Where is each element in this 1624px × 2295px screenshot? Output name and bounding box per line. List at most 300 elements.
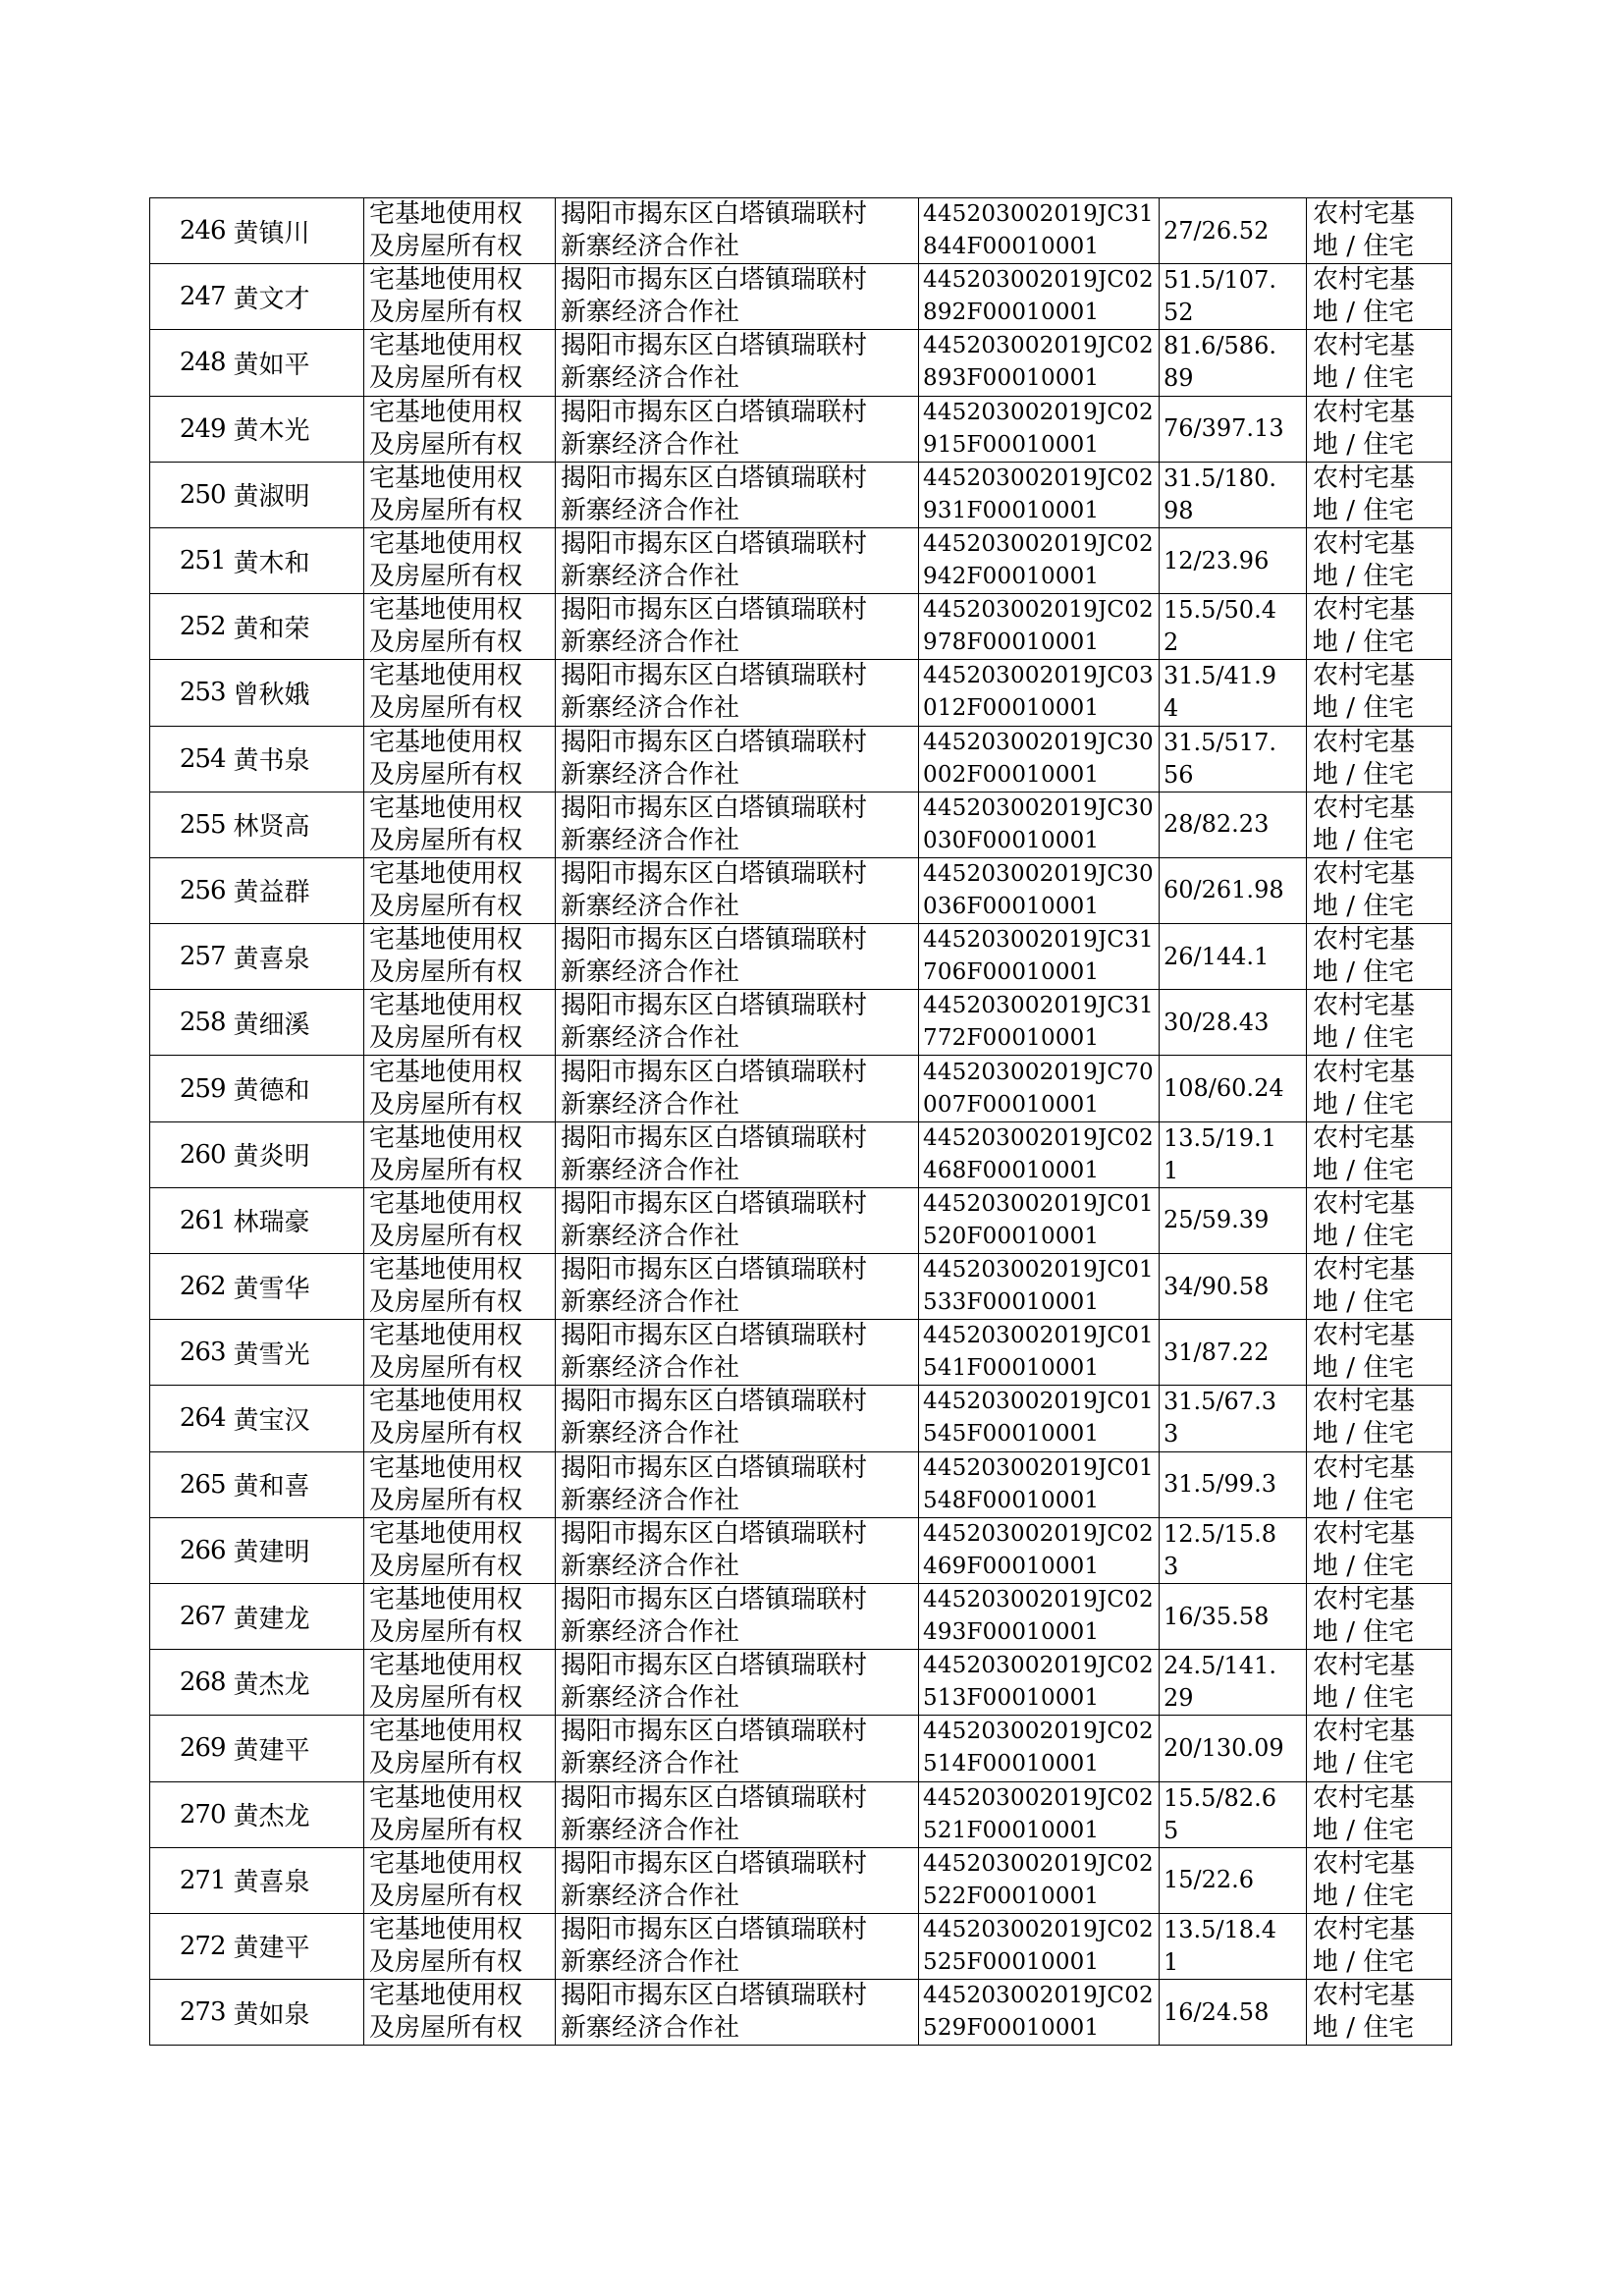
right-type-cell [364, 462, 556, 527]
land-owner-cell [556, 1254, 919, 1320]
land-use-line: 地 / 住宅 [1313, 1551, 1415, 1581]
row-number-cell [150, 726, 228, 792]
area-value-line: 12/23.96 [1164, 546, 1270, 574]
land-owner-line: 新寨经济合作社 [561, 957, 740, 988]
row-number-cell [150, 1716, 228, 1781]
land-owner-cell [556, 264, 919, 330]
land-use-cell [1307, 1913, 1452, 1979]
land-use-line: 农村宅基 [1313, 1255, 1416, 1285]
row-number: 258 [179, 1008, 226, 1038]
land-owner-line: 揭阳市揭东区白塔镇瑞联村 [561, 925, 868, 956]
right-type-line: 及房屋所有权 [369, 232, 523, 262]
land-use-line: 地 / 住宅 [1313, 232, 1415, 262]
certificate-number-cell [919, 1716, 1160, 1781]
row-number: 248 [179, 348, 226, 378]
land-use-line: 农村宅基 [1313, 991, 1416, 1021]
holder-name-cell [228, 1781, 364, 1847]
right-type-line: 宅基地使用权 [369, 1914, 523, 1944]
area-value-cell [1160, 660, 1307, 726]
certificate-number-line: 445203002019JC02 [923, 1124, 1154, 1151]
certificate-number-cell [919, 1517, 1160, 1583]
land-use-line: 农村宅基 [1313, 199, 1416, 230]
row-number-cell [150, 264, 228, 330]
right-type-cell [364, 527, 556, 593]
right-type-line: 宅基地使用权 [369, 991, 523, 1021]
right-type-line: 宅基地使用权 [369, 1387, 523, 1417]
holder-name: 黄如平 [233, 350, 310, 380]
certificate-number-cell [919, 924, 1160, 990]
certificate-number-line: 513F00010001 [923, 1685, 1100, 1712]
right-type-line: 宅基地使用权 [369, 1518, 523, 1549]
land-use-line: 地 / 住宅 [1313, 693, 1415, 724]
row-number-cell [150, 1451, 228, 1517]
land-owner-line: 揭阳市揭东区白塔镇瑞联村 [561, 331, 868, 361]
holder-name: 黄杰龙 [233, 1802, 310, 1832]
land-use-line: 地 / 住宅 [1313, 891, 1415, 921]
certificate-number-line: 522F00010001 [923, 1883, 1100, 1909]
land-owner-cell [556, 1913, 919, 1979]
land-owner-cell [556, 594, 919, 660]
right-type-line: 及房屋所有权 [369, 298, 523, 328]
row-number: 261 [179, 1205, 226, 1235]
land-use-line: 地 / 住宅 [1313, 495, 1415, 525]
holder-name-cell [228, 990, 364, 1056]
land-use-line: 地 / 住宅 [1313, 1023, 1415, 1054]
table-row [150, 1254, 1452, 1320]
land-owner-cell [556, 1386, 919, 1451]
area-value-cell [1160, 330, 1307, 396]
certificate-number-cell [919, 462, 1160, 527]
right-type-line: 及房屋所有权 [369, 1617, 523, 1648]
row-number: 259 [179, 1073, 226, 1104]
holder-name-cell [228, 198, 364, 264]
area-value-line: 24.5/141. [1164, 1652, 1276, 1680]
certificate-number-line: 445203002019JC02 [923, 464, 1154, 491]
row-number: 265 [179, 1469, 226, 1500]
land-use-line: 农村宅基 [1313, 1321, 1416, 1351]
area-value-cell [1160, 726, 1307, 792]
land-use-line: 农村宅基 [1313, 1981, 1416, 2011]
land-use-cell [1307, 1451, 1452, 1517]
land-use-line: 农村宅基 [1313, 1122, 1416, 1153]
land-use-line: 农村宅基 [1313, 463, 1416, 493]
land-use-cell [1307, 527, 1452, 593]
certificate-number-line: 012F00010001 [923, 695, 1100, 722]
right-type-line: 宅基地使用权 [369, 397, 523, 427]
right-type-cell [364, 924, 556, 990]
right-type-line: 及房屋所有权 [369, 957, 523, 988]
land-owner-line: 新寨经济合作社 [561, 232, 740, 262]
area-value-cell [1160, 1517, 1307, 1583]
land-use-line: 地 / 住宅 [1313, 1946, 1415, 1977]
area-value-line: 13.5/18.4 [1164, 1915, 1276, 1943]
holder-name-cell [228, 792, 364, 857]
certificate-number-cell [919, 1781, 1160, 1847]
certificate-number-line: 521F00010001 [923, 1817, 1100, 1843]
row-number: 247 [179, 282, 226, 312]
right-type-cell [364, 264, 556, 330]
row-number-cell [150, 1056, 228, 1121]
right-type-line: 及房屋所有权 [369, 429, 523, 460]
land-owner-cell [556, 462, 919, 527]
certificate-number-line: 931F00010001 [923, 497, 1100, 523]
row-number: 257 [179, 942, 226, 972]
land-owner-cell [556, 1187, 919, 1253]
certificate-number-line: 529F00010001 [923, 2015, 1100, 2042]
area-value-line: 16/35.58 [1164, 1602, 1270, 1630]
table-row [150, 1056, 1452, 1121]
area-value-line: 56 [1164, 760, 1194, 789]
area-value-line: 60/261.98 [1164, 876, 1284, 904]
table-row [150, 1320, 1452, 1386]
row-number-cell [150, 792, 228, 857]
right-type-line: 宅基地使用权 [369, 529, 523, 560]
land-owner-cell [556, 990, 919, 1056]
certificate-number-line: 525F00010001 [923, 1948, 1100, 1975]
land-owner-line: 新寨经济合作社 [561, 1946, 740, 1977]
land-owner-line: 新寨经济合作社 [561, 495, 740, 525]
land-owner-line: 揭阳市揭东区白塔镇瑞联村 [561, 1188, 868, 1219]
area-value-line: 13.5/19.1 [1164, 1123, 1276, 1152]
land-use-line: 农村宅基 [1313, 1848, 1416, 1879]
holder-name-cell [228, 1056, 364, 1121]
land-use-cell [1307, 990, 1452, 1056]
holder-name-cell [228, 1451, 364, 1517]
land-owner-cell [556, 1056, 919, 1121]
right-type-line: 及房屋所有权 [369, 628, 523, 658]
area-value-cell [1160, 1716, 1307, 1781]
holder-name-cell [228, 1517, 364, 1583]
certificate-number-line: 978F00010001 [923, 629, 1100, 656]
area-value-cell [1160, 396, 1307, 462]
right-type-line: 及房屋所有权 [369, 1089, 523, 1120]
area-value-cell [1160, 1320, 1307, 1386]
area-value-cell [1160, 462, 1307, 527]
table-row [150, 264, 1452, 330]
land-use-line: 农村宅基 [1313, 1452, 1416, 1483]
certificate-number-cell [919, 330, 1160, 396]
land-use-cell [1307, 594, 1452, 660]
land-owner-line: 新寨经济合作社 [561, 562, 740, 592]
certificate-number-line: 445203002019JC01 [923, 1257, 1154, 1284]
right-type-line: 及房屋所有权 [369, 1881, 523, 1911]
table-row [150, 660, 1452, 726]
right-type-line: 宅基地使用权 [369, 1585, 523, 1615]
land-use-cell [1307, 792, 1452, 857]
row-number-cell [150, 594, 228, 660]
area-value-line: 28/82.23 [1164, 810, 1270, 839]
certificate-number-line: 002F00010001 [923, 761, 1100, 788]
land-use-line: 农村宅基 [1313, 925, 1416, 956]
table-row [150, 330, 1452, 396]
area-value-line: 15.5/82.6 [1164, 1783, 1276, 1812]
right-type-line: 及房屋所有权 [369, 1485, 523, 1515]
certificate-number-line: 445203002019JC01 [923, 1454, 1154, 1481]
land-use-cell [1307, 1121, 1452, 1187]
certificate-number-line: 036F00010001 [923, 893, 1100, 919]
land-owner-cell [556, 1320, 919, 1386]
land-use-line: 农村宅基 [1313, 1188, 1416, 1219]
row-number: 250 [179, 479, 226, 510]
land-use-line: 地 / 住宅 [1313, 1815, 1415, 1845]
certificate-number-line: 541F00010001 [923, 1355, 1100, 1382]
right-type-line: 宅基地使用权 [369, 1452, 523, 1483]
certificate-number-cell [919, 1847, 1160, 1913]
area-value-cell [1160, 1056, 1307, 1121]
land-use-line: 农村宅基 [1313, 1651, 1416, 1681]
right-type-line: 及房屋所有权 [369, 1353, 523, 1384]
land-owner-line: 新寨经济合作社 [561, 1023, 740, 1054]
area-value-line: 81.6/586. [1164, 332, 1276, 360]
holder-name-cell [228, 1320, 364, 1386]
right-type-line: 宅基地使用权 [369, 661, 523, 691]
certificate-number-line: 007F00010001 [923, 1091, 1100, 1118]
land-owner-line: 揭阳市揭东区白塔镇瑞联村 [561, 991, 868, 1021]
land-owner-line: 揭阳市揭东区白塔镇瑞联村 [561, 1122, 868, 1153]
table-body [150, 198, 1452, 2046]
land-owner-line: 揭阳市揭东区白塔镇瑞联村 [561, 1452, 868, 1483]
land-use-line: 农村宅基 [1313, 595, 1416, 626]
certificate-number-cell [919, 660, 1160, 726]
row-number-cell [150, 660, 228, 726]
certificate-number-line: 445203002019JC31 [923, 201, 1154, 228]
right-type-line: 宅基地使用权 [369, 331, 523, 361]
right-type-line: 宅基地使用权 [369, 1188, 523, 1219]
certificate-number-cell [919, 990, 1160, 1056]
certificate-number-cell [919, 396, 1160, 462]
certificate-number-line: 844F00010001 [923, 234, 1100, 260]
area-value-cell [1160, 990, 1307, 1056]
area-value-line: 31.5/517. [1164, 728, 1276, 756]
holder-name-cell [228, 924, 364, 990]
area-value-cell [1160, 1386, 1307, 1451]
right-type-line: 宅基地使用权 [369, 858, 523, 889]
right-type-line: 及房屋所有权 [369, 825, 523, 855]
table-row [150, 462, 1452, 527]
holder-name-cell [228, 1254, 364, 1320]
table-row [150, 1583, 1452, 1649]
right-type-cell [364, 1121, 556, 1187]
holder-name-cell [228, 1121, 364, 1187]
right-type-cell [364, 594, 556, 660]
table-row [150, 1650, 1452, 1716]
land-owner-cell [556, 792, 919, 857]
row-number-cell [150, 990, 228, 1056]
certificate-number-line: 445203002019JC01 [923, 1323, 1154, 1349]
land-use-line: 农村宅基 [1313, 265, 1416, 296]
row-number-cell [150, 1781, 228, 1847]
certificate-number-line: 468F00010001 [923, 1157, 1100, 1183]
area-value-line: 1 [1164, 1947, 1179, 1976]
certificate-number-line: 545F00010001 [923, 1421, 1100, 1448]
holder-name-cell [228, 1716, 364, 1781]
land-owner-cell [556, 857, 919, 923]
holder-name: 黄喜泉 [233, 1868, 310, 1898]
right-type-line: 及房屋所有权 [369, 495, 523, 525]
land-use-line: 农村宅基 [1313, 529, 1416, 560]
right-type-cell [364, 1650, 556, 1716]
right-type-line: 及房屋所有权 [369, 1551, 523, 1581]
right-type-cell [364, 1980, 556, 2046]
row-number: 254 [179, 743, 226, 774]
land-owner-line: 新寨经济合作社 [561, 1287, 740, 1318]
table-row [150, 1517, 1452, 1583]
right-type-line: 及房屋所有权 [369, 891, 523, 921]
right-type-line: 及房屋所有权 [369, 1419, 523, 1449]
holder-name: 黄建龙 [233, 1604, 310, 1634]
right-type-line: 宅基地使用权 [369, 925, 523, 956]
land-use-cell [1307, 1056, 1452, 1121]
certificate-number-cell [919, 264, 1160, 330]
land-owner-cell [556, 1517, 919, 1583]
area-value-line: 29 [1164, 1684, 1194, 1713]
right-type-line: 宅基地使用权 [369, 1782, 523, 1813]
right-type-cell [364, 660, 556, 726]
right-type-line: 宅基地使用权 [369, 1057, 523, 1087]
right-type-line: 宅基地使用权 [369, 199, 523, 230]
area-value-cell [1160, 792, 1307, 857]
right-type-cell [364, 1386, 556, 1451]
holder-name: 黄益群 [233, 878, 310, 908]
table-row [150, 1386, 1452, 1451]
holder-name: 黄德和 [233, 1076, 310, 1107]
land-owner-line: 新寨经济合作社 [561, 1683, 740, 1714]
land-use-line: 农村宅基 [1313, 792, 1416, 823]
certificate-number-cell [919, 527, 1160, 593]
land-use-cell [1307, 1386, 1452, 1451]
certificate-number-cell [919, 1320, 1160, 1386]
land-owner-line: 新寨经济合作社 [561, 1089, 740, 1120]
right-type-cell [364, 1056, 556, 1121]
area-value-line: 31.5/99.3 [1164, 1470, 1276, 1499]
table-row [150, 990, 1452, 1056]
land-use-line: 农村宅基 [1313, 331, 1416, 361]
land-use-cell [1307, 396, 1452, 462]
land-use-line: 农村宅基 [1313, 397, 1416, 427]
row-number-cell [150, 1650, 228, 1716]
right-type-cell [364, 1716, 556, 1781]
land-use-line: 农村宅基 [1313, 1387, 1416, 1417]
land-owner-line: 揭阳市揭东区白塔镇瑞联村 [561, 397, 868, 427]
land-use-line: 农村宅基 [1313, 661, 1416, 691]
land-use-line: 农村宅基 [1313, 1585, 1416, 1615]
land-owner-line: 揭阳市揭东区白塔镇瑞联村 [561, 1057, 868, 1087]
certificate-number-line: 445203002019JC02 [923, 597, 1154, 624]
property-registry-table [149, 197, 1452, 2046]
holder-name-cell [228, 594, 364, 660]
holder-name-cell [228, 660, 364, 726]
land-owner-line: 揭阳市揭东区白塔镇瑞联村 [561, 1914, 868, 1944]
area-value-cell [1160, 924, 1307, 990]
land-owner-cell [556, 1121, 919, 1187]
land-owner-line: 新寨经济合作社 [561, 1815, 740, 1845]
land-use-line: 地 / 住宅 [1313, 363, 1415, 394]
holder-name-cell [228, 1386, 364, 1451]
certificate-number-line: 445203002019JC31 [923, 927, 1154, 954]
land-owner-cell [556, 527, 919, 593]
land-use-cell [1307, 726, 1452, 792]
area-value-cell [1160, 1254, 1307, 1320]
land-use-cell [1307, 1650, 1452, 1716]
right-type-cell [364, 726, 556, 792]
holder-name: 黄文才 [233, 284, 310, 314]
holder-name-cell [228, 462, 364, 527]
row-number: 252 [179, 612, 226, 642]
area-value-line: 31/87.22 [1164, 1338, 1270, 1366]
land-owner-line: 新寨经济合作社 [561, 825, 740, 855]
land-use-line: 地 / 住宅 [1313, 957, 1415, 988]
right-type-line: 及房屋所有权 [369, 1946, 523, 1977]
row-number: 264 [179, 1403, 226, 1434]
land-owner-cell [556, 1583, 919, 1649]
holder-name-cell [228, 264, 364, 330]
land-use-cell [1307, 1583, 1452, 1649]
right-type-line: 及房屋所有权 [369, 1749, 523, 1779]
land-owner-line: 揭阳市揭东区白塔镇瑞联村 [561, 463, 868, 493]
area-value-line: 26/144.1 [1164, 942, 1270, 970]
certificate-number-line: 706F00010001 [923, 959, 1100, 986]
table-row [150, 726, 1452, 792]
right-type-cell [364, 792, 556, 857]
row-number: 268 [179, 1667, 226, 1698]
land-owner-line: 新寨经济合作社 [561, 1419, 740, 1449]
table-row [150, 1187, 1452, 1253]
area-value-cell [1160, 1913, 1307, 1979]
holder-name-cell [228, 1913, 364, 1979]
row-number: 255 [179, 809, 226, 840]
certificate-number-line: 514F00010001 [923, 1751, 1100, 1777]
right-type-line: 宅基地使用权 [369, 1717, 523, 1747]
holder-name: 林瑞豪 [233, 1208, 310, 1238]
area-value-line: 108/60.24 [1164, 1074, 1284, 1103]
land-owner-cell [556, 198, 919, 264]
certificate-number-line: 445203002019JC02 [923, 267, 1154, 294]
row-number-cell [150, 396, 228, 462]
area-value-line: 20/130.09 [1164, 1733, 1284, 1762]
area-value-cell [1160, 1781, 1307, 1847]
row-number-cell [150, 462, 228, 527]
row-number: 267 [179, 1602, 226, 1632]
row-number-cell [150, 330, 228, 396]
land-owner-line: 新寨经济合作社 [561, 1551, 740, 1581]
land-owner-line: 新寨经济合作社 [561, 1617, 740, 1648]
right-type-line: 宅基地使用权 [369, 727, 523, 757]
certificate-number-cell [919, 726, 1160, 792]
land-owner-line: 揭阳市揭东区白塔镇瑞联村 [561, 1585, 868, 1615]
certificate-number-line: 445203002019JC02 [923, 1916, 1154, 1942]
area-value-cell [1160, 1583, 1307, 1649]
table-row [150, 1121, 1452, 1187]
holder-name-cell [228, 1847, 364, 1913]
row-number-cell [150, 1121, 228, 1187]
land-owner-line: 新寨经济合作社 [561, 891, 740, 921]
table-row [150, 1716, 1452, 1781]
right-type-cell [364, 1517, 556, 1583]
holder-name-cell [228, 330, 364, 396]
land-owner-line: 新寨经济合作社 [561, 429, 740, 460]
certificate-number-cell [919, 594, 1160, 660]
right-type-cell [364, 330, 556, 396]
row-number-cell [150, 1583, 228, 1649]
land-use-line: 地 / 住宅 [1313, 1881, 1415, 1911]
table-row [150, 924, 1452, 990]
land-owner-line: 新寨经济合作社 [561, 628, 740, 658]
land-use-cell [1307, 1187, 1452, 1253]
land-owner-line: 新寨经济合作社 [561, 363, 740, 394]
land-owner-line: 揭阳市揭东区白塔镇瑞联村 [561, 199, 868, 230]
land-use-cell [1307, 1847, 1452, 1913]
land-owner-line: 新寨经济合作社 [561, 1749, 740, 1779]
